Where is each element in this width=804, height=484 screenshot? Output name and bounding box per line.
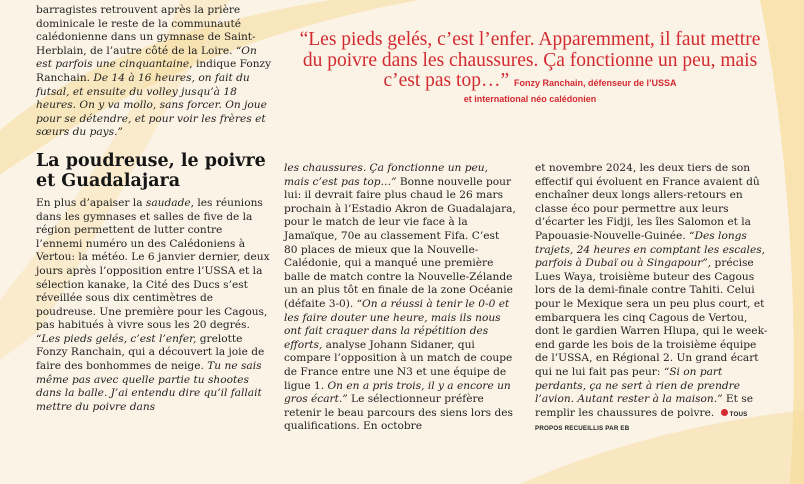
article-credit: TOUS PROPOS RECUEILLIS PAR EB	[535, 410, 748, 433]
paragraph: barragistes retrouvent après la prière dominicale le reste de la communauté calédonienne dans un gymnase de Saint-Herblain, de l’autre côté de la Loire. “On est parfois une cinquantaine, indique Fonzy Ranchain. De 14 à 16 heures, on fait du futsal, et ensuite du volley jusqu’à 18 heures. On y va mollo, sans forcer. On joue pour se détendre, et pour voir les frères et sœurs du pays.”	[36, 4, 272, 139]
pull-quote-text: “Les pieds gelés, c’est l’enfer. Apparemment, il faut mettre du poivre dans les chaussures. Ça fonctionne un peu, mais c’est pas top…”	[299, 29, 761, 91]
pull-quote-author-role: et international néo calédonien	[463, 93, 597, 104]
paragraph: et novembre 2024, les deux tiers de son effectif qui évoluent en France avaient dû enchaîner deux longs allers-retours en classe éco pour permettre aux leurs d’écarter les Fidji, les îles Salomon et la Papouasie-Nouvelle-Guinée. “Des longs trajets, 24 heures en comptant les escales, parfois à Dubaï ou à Singapour”, précise Lues Waya, troisième buteur des Cagous lors de la demi-finale contre Tahiti. Celui pour le Mexique sera un peu plus court, et embarquera les cinq Cagous de Vertou, dont le gardien Warren Hlupa, qui le week-end garde les bois de la troisième équipe de l’USSA, en Régional 2. Un grand écart qui ne lui fait pas peur: “Si on part perdants, ça ne sert à rien de prendre l’avion. Autant rester à la maison.” Et se remplir les chaussures de poivre. TOUS PROPOS RECUEILLIS PAR EB	[535, 162, 768, 433]
paragraph: En plus d’apaiser la saudade, les réunions dans les gymnases et salles de five de la région permettent de lutter contre l’ennemi numéro un des Calédoniens à Vertou: la météo. Le 6 janvier dernier, deux jours après l’opposition entre l’USSA et la sélection kanake, la Cité des Ducs s’est réveillée sous dix centimètres de poudreuse. Une première pour les Cagous, pas habitués à vivre sous les 20 degrés. “Les pieds gelés, c’est l’enfer, grelotte Fonzy Ranchain, qui a découvert la joie de faire des bonhommes de neige. Tu ne sais même pas avec quelle partie tu shootes dans la balle. J’ai entendu dire qu’il fallait mettre du poivre dans	[36, 196, 270, 413]
article-column-3	[535, 162, 771, 436]
end-mark-dot	[721, 409, 728, 416]
pull-quote	[290, 30, 770, 104]
article-column-1	[36, 4, 272, 414]
pull-quote-author: Fonzy Ranchain, défenseur de l’USSA	[513, 78, 677, 88]
section-heading: La poudreuse, le poivre et Guadalajara	[36, 150, 266, 191]
paragraph: les chaussures. Ça fonctionne un peu, mais c’est pas top…” Bonne nouvelle pour lui: il devrait faire plus chaud le 26 mars prochain à l’Estadio Akron de Guadalajara, pour le match de leur vie face à la Jamaïque, 70e au classement Fifa. C’est 80 places de mieux que la Nouvelle-Calédonie, qui a manqué une première balle de match contre la Nouvelle-Zélande un an plus tôt en finale de la zone Océanie (défaite 3-0). “On a réussi à tenir le 0-0 et les faire douter une heure, mais ils nous ont fait craquer dans la répétition des efforts, analyse Johann Sidaner, qui compare l’opposition à un match de coupe de France entre une N3 et une équipe de ligue 1. On en a pris trois, il y a encore un gros écart.” Le sélectionneur préfère retenir le beau parcours des siens lors des qualifications. En octobre	[284, 162, 516, 433]
article-column-2	[284, 162, 516, 434]
